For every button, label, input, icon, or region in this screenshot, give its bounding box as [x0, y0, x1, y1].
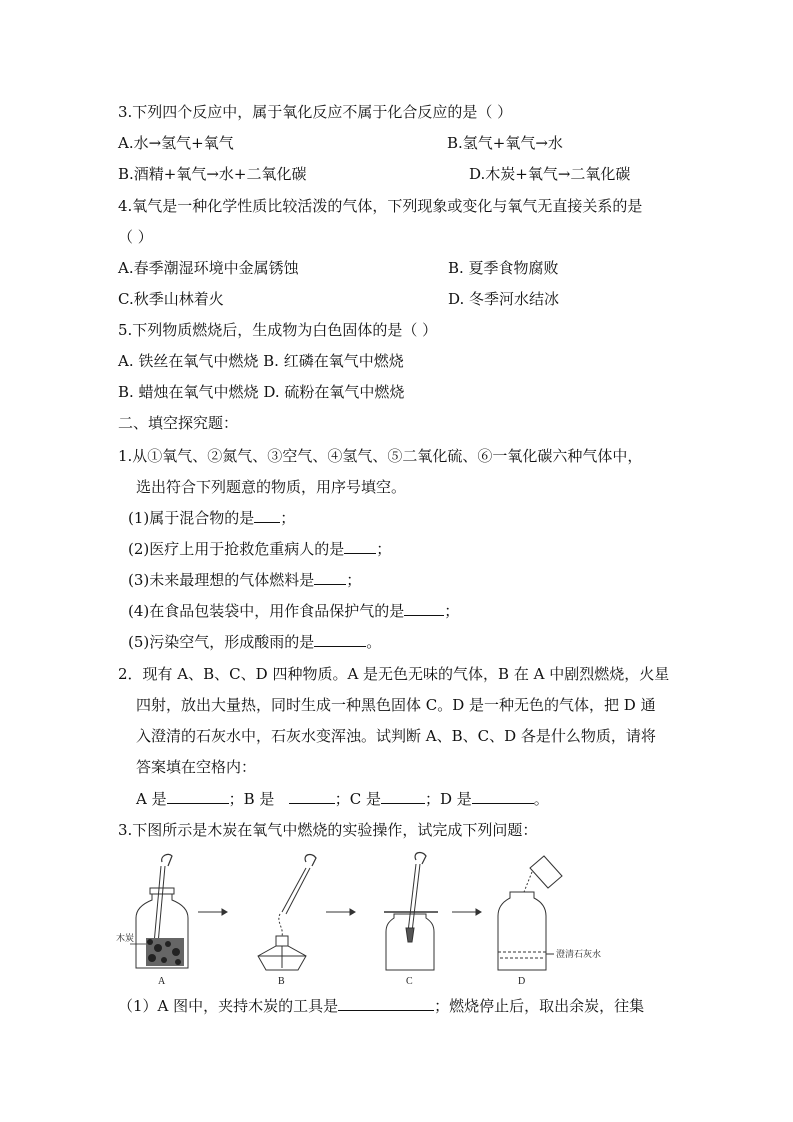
f2-blank-d[interactable]	[472, 789, 534, 804]
q4-option-c: C.秋季山林着火	[118, 290, 224, 308]
q4-option-b: B. 夏季食物腐败	[448, 259, 559, 277]
q4-option-a: A.春季潮湿环境中金属锈蚀	[118, 259, 299, 277]
f3-blank-tool[interactable]	[338, 996, 434, 1011]
f2-line2: 四射，放出大量热，同时生成一种黑色固体 C。D 是一种无色的气体，把 D 通	[136, 696, 656, 714]
f1-line2: 选出符合下列题意的物质，用序号填空。	[136, 478, 407, 496]
q3-option-d: D.木炭+氧气→二氧化碳	[469, 165, 631, 183]
figure-label-d: D	[518, 976, 526, 987]
f3-stem: 3.下图所示是木炭在氧气中燃烧的实验操作，试完成下列问题：	[118, 821, 538, 839]
f1-sub5: (5)污染空气，形成酸雨的是 。	[128, 633, 382, 651]
arrow-2	[326, 909, 355, 915]
f1-blank5[interactable]	[314, 632, 366, 647]
f2-line4: 答案填在空格内：	[136, 758, 257, 776]
q5-stem: 5.下列物质燃烧后，生成物为白色固体的是（ ）	[118, 321, 438, 339]
q5-options-row1: A. 铁丝在氧气中燃烧 B. 红磷在氧气中燃烧	[118, 352, 404, 370]
q4-stem: 4.氧气是一种化学性质比较活泼的气体，下列现象或变化与氧气无直接关系的是	[118, 197, 643, 215]
tag-charcoal: 木炭	[116, 934, 135, 944]
q4-options-row1	[118, 258, 559, 278]
q3-option-a: A.水→氢气+氧气	[118, 134, 234, 152]
arrow-1	[198, 909, 227, 915]
figure-label-b: B	[278, 976, 285, 987]
figure-c-bottle	[384, 853, 438, 970]
f1-sub1: (1)属于混合物的是 ；	[128, 509, 296, 527]
q3-stem: 3.下列四个反应中，属于氧化反应不属于化合反应的是（ ）	[118, 103, 513, 121]
f1-sub2: (2)医疗上用于抢救危重病人的是 ；	[128, 540, 392, 558]
f1-blank2[interactable]	[344, 539, 376, 554]
q3-options-row1	[118, 133, 563, 153]
q3-option-b2: B.酒精+氧气→水+二氧化碳	[118, 165, 307, 183]
q3-option-b1: B.氢气+氧气→水	[447, 134, 563, 152]
experiment-figure	[116, 852, 680, 992]
f2-blank-c[interactable]	[381, 789, 425, 804]
figure-label-c: C	[406, 976, 413, 987]
q4-options-row2	[118, 289, 560, 309]
f2-answers: A 是 ；B 是 ；C 是 ；D 是 。	[136, 790, 549, 808]
f1-blank4[interactable]	[404, 601, 444, 616]
f1-blank1[interactable]	[254, 508, 280, 523]
f3-q1: （1）A 图中，夹持木炭的工具是 ；燃烧停止后，取出余炭，往集	[118, 997, 645, 1015]
q5-options-row2: B. 蜡烛在氧气中燃烧 D. 硫粉在氧气中燃烧	[118, 383, 405, 401]
f2-blank-a[interactable]	[167, 789, 229, 804]
f2-line3: 入澄清的石灰水中，石灰水变浑浊。试判断 A、B、C、D 各是什么物质，请将	[136, 727, 656, 745]
q4-paren: （ ）	[118, 228, 153, 246]
figure-d-bottle	[498, 856, 562, 970]
f1-line1: 1.从①氧气、②氮气、③空气、④氢气、⑤二氧化硫、⑥一氧化碳六种气体中，	[118, 447, 643, 465]
figure-b-lamp	[258, 855, 316, 970]
q4-option-d: D. 冬季河水结冰	[448, 290, 560, 308]
figure-label-a: A	[158, 976, 166, 987]
f1-sub4: (4)在食品包装袋中，用作食品保护气的是 ；	[128, 602, 460, 620]
tag-limewater: 澄清石灰水	[556, 950, 602, 960]
f2-blank-b[interactable]	[289, 789, 335, 804]
f2-line1: 2．现有 A、B、C、D 四种物质。A 是无色无味的气体，B 在 A 中剧烈燃烧，火星	[118, 665, 670, 683]
charcoal-pile	[146, 938, 184, 966]
f1-blank3[interactable]	[314, 570, 346, 585]
f1-sub3: (3)未来最理想的气体燃料是 ；	[128, 571, 362, 589]
arrow-3	[452, 909, 481, 915]
q3-options-row2	[118, 164, 631, 184]
section2-title: 二、填空探究题：	[118, 414, 239, 432]
